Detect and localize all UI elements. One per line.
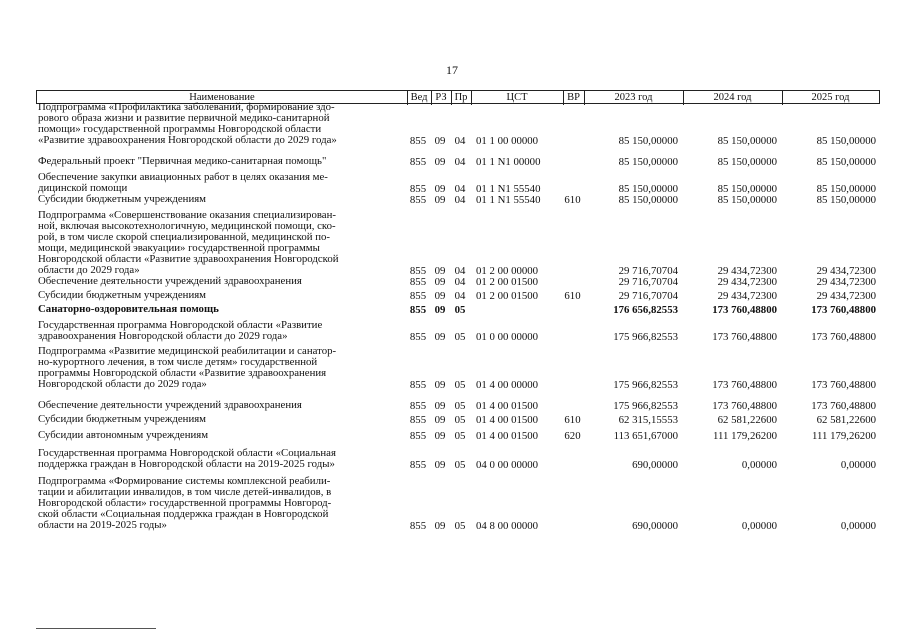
row-cst: 01 2 00 01500 [476,290,539,302]
row-name-line: Обеспечение деятельности учреждений здравоохранения [38,275,302,287]
row-v2025: 111 179,26200 [812,430,876,442]
row-name-line: Новгородской области» государственной программы Новгород- [38,496,332,509]
row-rz: 09 [434,519,446,532]
row-rz: 09 [434,414,446,426]
header-ved: Вед [410,92,428,103]
row-rz: 09 [434,264,446,277]
row-cst: 04 0 00 00000 [476,458,539,471]
row-v2024: 173 760,48800 [712,330,777,343]
header-2024: 2024 год [713,92,752,103]
row-rz: 09 [434,134,446,147]
row-v2025: 85 150,00000 [816,182,876,195]
row-vr: 610 [564,414,581,426]
row-v2025: 29 434,72300 [816,290,876,302]
row-ved: 855 [409,519,427,532]
row-name-line: Субсидии бюджетным учреждениям [38,289,207,301]
row-pr: 05 [454,378,466,391]
row-v2025: 173 760,48800 [811,304,876,316]
row-rz: 09 [434,290,446,302]
row-v2024: 29 434,72300 [717,264,777,277]
row-pr: 05 [454,430,466,442]
row-ved: 855 [409,304,427,316]
row-ved: 855 [409,264,427,277]
row-v2024: 173 760,48800 [712,304,777,316]
row-rz: 09 [434,430,446,442]
row-v2023: 175 966,82553 [613,330,678,343]
row-pr: 05 [454,304,466,316]
row-v2025: 85 150,00000 [816,194,876,206]
row-name-line: поддержка граждан в Новгородской области на 2019-2025 годы» [38,457,335,470]
row-v2025: 173 760,48800 [811,400,876,412]
row-v2023: 29 716,70704 [618,276,678,288]
row-cst: 04 8 00 00000 [476,519,539,532]
header-name: Наименование [189,92,255,103]
row-vr: 610 [564,290,581,302]
row-vr: 610 [564,194,581,206]
row-v2025: 29 434,72300 [816,276,876,288]
row-rz: 09 [434,194,446,206]
row-name-line: но-курортного лечения, в том числе детям» государственной [38,355,318,368]
row-cst: 01 0 00 00000 [476,330,539,343]
row-vr: 620 [564,430,581,442]
row-cst: 01 1 00 00000 [476,134,539,147]
row-pr: 05 [454,400,466,412]
row-pr: 05 [454,519,466,532]
row-rz: 09 [434,276,446,288]
row-v2023: 62 315,15553 [618,414,678,426]
row-v2024: 85 150,00000 [717,182,777,195]
row-name-line: тации и абилитации инвалидов, в том числе детей-инвалидов, в [38,485,332,498]
row-v2025: 85 150,00000 [816,134,876,147]
footer-rule [36,628,156,629]
row-rz: 09 [434,378,446,391]
row-v2023: 85 150,00000 [618,194,678,206]
row-rz: 09 [434,458,446,471]
row-rz: 09 [434,304,446,316]
header-2025: 2025 год [811,92,850,103]
row-pr: 04 [454,290,466,302]
row-v2023: 175 966,82553 [613,400,678,412]
row-pr: 04 [454,182,466,195]
row-name-line: Новгородской области до 2029 года» [38,377,207,390]
row-cst: 01 1 N1 00000 [476,156,541,168]
row-v2023: 29 716,70704 [618,290,678,302]
row-name-line: Государственная программа Новгородской области «Социальная [38,447,336,459]
row-v2023: 175 966,82553 [613,378,678,391]
row-v2025: 0,00000 [840,519,876,532]
row-rz: 09 [434,400,446,412]
row-v2025: 173 760,48800 [811,330,876,343]
row-rz: 09 [434,330,446,343]
row-v2024: 62 581,22600 [717,414,777,426]
row-v2023: 113 651,67000 [613,430,678,442]
row-name-line: области на 2019-2025 годы» [38,518,167,531]
row-v2023: 690,00000 [632,458,678,471]
row-pr: 05 [454,414,466,426]
row-ved: 855 [409,156,427,168]
row-ved: 855 [409,458,427,471]
row-name-line: Подпрограмма «Развитие медицинской реабилитации и санатор- [38,345,337,357]
row-name-line: программы Новгородской области «Развитие здравоохранения [38,366,327,379]
row-v2025: 0,00000 [840,458,876,471]
row-v2024: 173 760,48800 [712,378,777,391]
row-v2023: 690,00000 [632,519,678,532]
row-pr: 05 [454,458,466,471]
row-v2024: 173 760,48800 [712,400,777,412]
header-cst: ЦСТ [506,92,528,103]
row-cst: 01 1 N1 55540 [476,194,541,206]
row-v2024: 85 150,00000 [717,134,777,147]
row-rz: 09 [434,156,446,168]
row-v2024: 85 150,00000 [717,156,777,168]
row-v2024: 85 150,00000 [717,194,777,206]
row-cst: 01 4 00 00000 [476,378,539,391]
header-rz: РЗ [435,92,447,103]
row-ved: 855 [409,378,427,391]
row-ved: 855 [409,400,427,412]
row-name-line: помощи» государственной программы Новгородской области [38,122,322,135]
row-name-line: Подпрограмма «Совершенствование оказания специализирован- [38,209,336,221]
row-ved: 855 [409,194,427,206]
row-v2025: 85 150,00000 [816,156,876,168]
row-pr: 04 [454,194,466,206]
row-ved: 855 [409,430,427,442]
row-ved: 855 [409,414,427,426]
row-pr: 05 [454,330,466,343]
row-name-line: мощи, медицинской эвакуации» государственной программы [38,241,320,254]
row-name-line: области до 2029 года» [38,263,140,276]
row-name-line: ской области «Социальная поддержка граждан в Новгородской [38,507,329,520]
row-name-line: Государственная программа Новгородской области «Развитие [38,319,323,331]
row-v2023: 176 656,82553 [613,304,678,316]
row-name-line: Субсидии автономным учреждениям [38,429,209,441]
row-ved: 855 [409,330,427,343]
row-name-line: дицинской помощи [38,181,128,194]
row-ved: 855 [409,182,427,195]
row-rz: 09 [434,182,446,195]
row-pr: 04 [454,264,466,277]
row-v2025: 173 760,48800 [811,378,876,391]
row-name-line: «Развитие здравоохранения Новгородской области до 2029 года» [38,133,337,146]
row-name-line: Обеспечение закупки авиационных работ в целях оказания ме- [38,171,328,183]
row-cst: 01 2 00 00000 [476,264,539,277]
row-v2023: 85 150,00000 [618,182,678,195]
row-v2023: 29 716,70704 [618,264,678,277]
row-cst: 01 4 00 01500 [476,400,539,412]
page-number: 17 [446,63,458,77]
row-name-line: рового образа жизни и развитие первичной медико-санитарной [38,111,330,124]
row-name-line: Субсидии бюджетным учреждениям [38,193,207,205]
row-ved: 855 [409,290,427,302]
header-2023: 2023 год [614,92,653,103]
row-v2023: 85 150,00000 [618,156,678,168]
row-cst: 01 2 00 01500 [476,276,539,288]
row-v2024: 29 434,72300 [717,276,777,288]
row-name-line: Санаторно-оздоровительная помощь [38,303,219,315]
row-name-line: Подпрограмма «Формирование системы комплексной реабили- [38,475,331,487]
row-name-line: рой, в том числе скорой специализированной, медицинской по- [38,230,331,243]
header-vr: ВР [567,92,580,103]
row-ved: 855 [409,276,427,288]
row-v2023: 85 150,00000 [618,134,678,147]
row-v2024: 0,00000 [741,519,777,532]
row-v2024: 29 434,72300 [717,290,777,302]
row-name-line: ной, включая высокотехнологичную, медицинской помощи, ско- [38,219,336,232]
row-v2024: 111 179,26200 [713,430,777,442]
row-pr: 04 [454,276,466,288]
row-pr: 04 [454,156,466,168]
row-cst: 01 4 00 01500 [476,414,539,426]
row-name-line: Субсидии бюджетным учреждениям [38,413,207,425]
row-pr: 04 [454,134,466,147]
row-v2024: 0,00000 [741,458,777,471]
row-ved: 855 [409,134,427,147]
header-pr: Пр [454,92,468,103]
row-name-line: Обеспечение деятельности учреждений здравоохранения [38,399,302,411]
row-cst: 01 4 00 01500 [476,430,539,442]
row-name-line: Федеральный проект "Первичная медико-санитарная помощь" [38,155,327,167]
row-name-line: Новгородской области «Развитие здравоохранения Новгородской [38,252,339,265]
row-cst: 01 1 N1 55540 [476,182,541,195]
row-v2025: 62 581,22600 [816,414,876,426]
row-name-line: здравоохранения Новгородской области до 2029 года» [38,329,288,342]
row-v2025: 29 434,72300 [816,264,876,277]
row-name-line: Подпрограмма «Профилактика заболеваний, формирование здо- [38,101,335,113]
